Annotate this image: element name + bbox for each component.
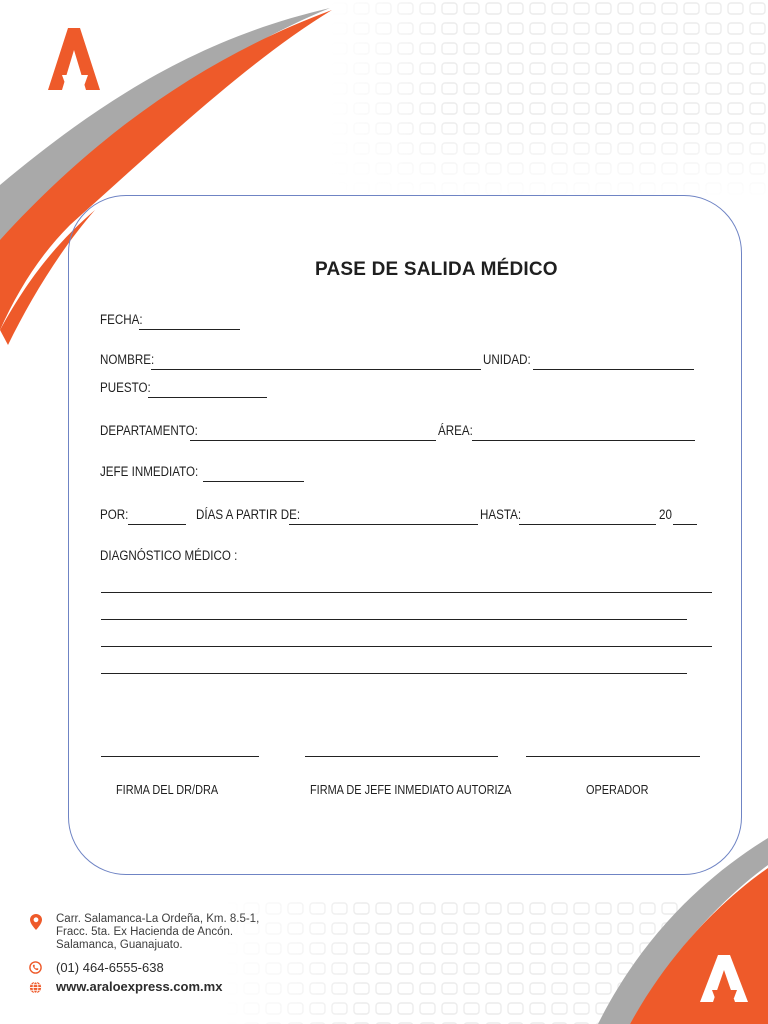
address-line-2: Fracc. 5ta. Ex Hacienda de Ancón. xyxy=(56,926,234,938)
area-label: ÁREA: xyxy=(438,423,473,438)
year-label: 20 xyxy=(659,507,672,522)
footer-website[interactable]: www.araloexpress.com.mx xyxy=(56,979,223,994)
unidad-field[interactable] xyxy=(533,369,694,370)
diagnostico-line-1[interactable] xyxy=(101,592,712,593)
departamento-field[interactable] xyxy=(190,440,436,441)
dias-field[interactable] xyxy=(289,524,478,525)
signature-line-operador[interactable] xyxy=(526,756,700,757)
diagnostico-line-4[interactable] xyxy=(101,673,687,674)
jefe-field[interactable] xyxy=(203,481,304,482)
form-frame xyxy=(68,195,742,875)
globe-icon xyxy=(29,981,42,994)
dot-pattern-top xyxy=(330,0,768,200)
address-line-1: Carr. Salamanca-La Ordeña, Km. 8.5-1, xyxy=(56,913,260,925)
signature-line-jefe[interactable] xyxy=(305,756,498,757)
footer-phone: (01) 464-6555-638 xyxy=(56,960,164,975)
por-label: POR: xyxy=(100,507,129,522)
fecha-label: FECHA: xyxy=(100,312,143,327)
diagnostico-label: DIAGNÓSTICO MÉDICO : xyxy=(100,548,238,563)
signature-line-doctor[interactable] xyxy=(101,756,259,757)
puesto-field[interactable] xyxy=(148,397,267,398)
location-pin-icon xyxy=(29,913,43,931)
dias-label: DÍAS A PARTIR DE: xyxy=(196,507,301,522)
por-field[interactable] xyxy=(128,524,186,525)
hasta-label: HASTA: xyxy=(480,507,522,522)
address-line-3: Salamanca, Guanajuato. xyxy=(56,939,183,951)
signature-label-jefe: FIRMA DE JEFE INMEDIATO AUTORIZA xyxy=(310,782,512,797)
hasta-field[interactable] xyxy=(519,524,656,525)
diagnostico-line-2[interactable] xyxy=(101,619,687,620)
signature-label-operador: OPERADOR xyxy=(586,782,649,797)
form-title: PASE DE SALIDA MÉDICO xyxy=(315,259,558,280)
diagnostico-line-3[interactable] xyxy=(101,646,712,647)
aralo-logo-top xyxy=(48,28,100,90)
signature-label-doctor: FIRMA DEL DR/DRA xyxy=(116,782,219,797)
fecha-field[interactable] xyxy=(139,329,240,330)
area-field[interactable] xyxy=(472,440,695,441)
nombre-label: NOMBRE: xyxy=(100,352,155,367)
puesto-label: PUESTO: xyxy=(100,380,151,395)
footer-address xyxy=(56,913,259,952)
phone-icon xyxy=(29,961,42,974)
nombre-field[interactable] xyxy=(151,369,481,370)
unidad-label: UNIDAD: xyxy=(483,352,531,367)
jefe-label: JEFE INMEDIATO: xyxy=(100,464,199,479)
departamento-label: DEPARTAMENTO: xyxy=(100,423,198,438)
year-field[interactable] xyxy=(673,524,697,525)
